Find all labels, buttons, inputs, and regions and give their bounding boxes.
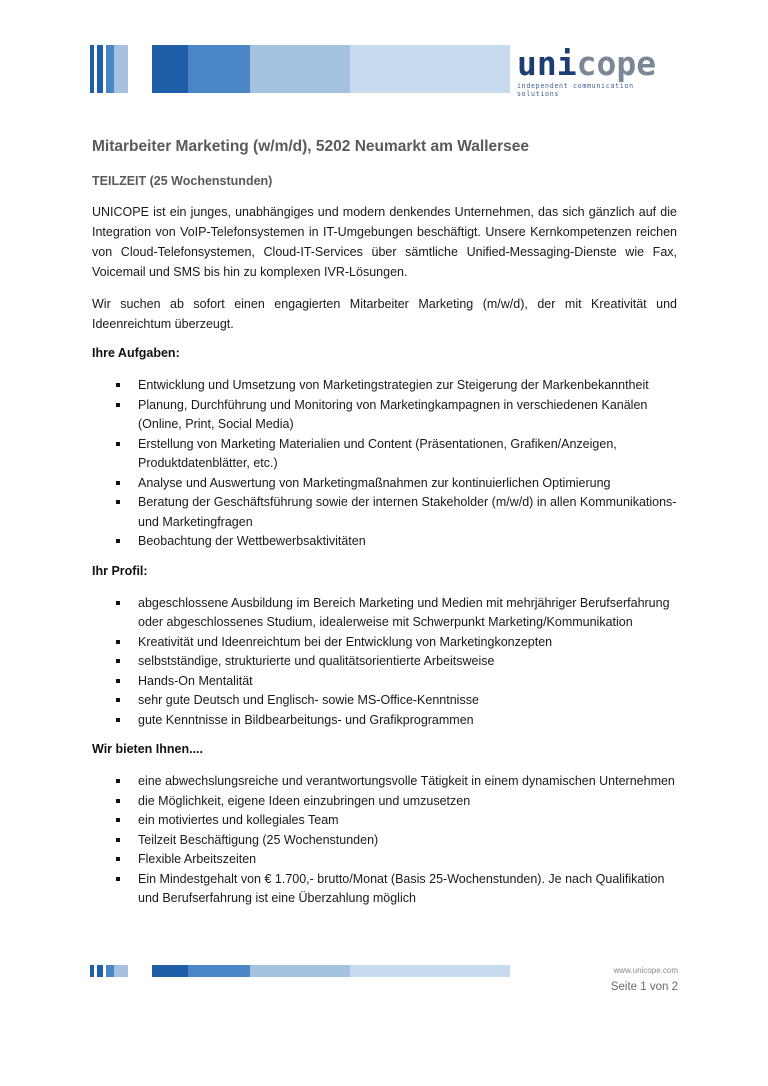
logo-tagline: independent communication solutions [517, 82, 634, 98]
list-item: Beobachtung der Wettbewerbsaktivitäten [92, 532, 677, 552]
list-item: Hands-On Mentalität [92, 672, 677, 692]
list-item: Entwicklung und Umsetzung von Marketingstrategien zur Steigerung der Markenbekanntheit [92, 376, 677, 396]
list-item: abgeschlossene Ausbildung im Bereich Marketing und Medien mit mehrjähriger Berufserfahrung oder abgeschlossenes Studium, idealerweise mit Schwerpunkt Marketing/Kommunikation [92, 594, 677, 633]
list-item: Analyse und Auswertung von Marketingmaßnahmen zur kontinuierlichen Optimierung [92, 474, 677, 494]
section-heading-tasks: Ihre Aufgaben: [92, 346, 180, 360]
footer-url[interactable]: www.unicope.com [613, 966, 678, 975]
list-item: sehr gute Deutsch und Englisch- sowie MS-Office-Kenntnisse [92, 691, 677, 711]
unicope-logo [517, 44, 677, 98]
logo-wordmark: unicope [517, 44, 657, 83]
intro-paragraph-1: UNICOPE ist ein junges, unabhängiges und modern denkendes Unternehmen, das sich gänzlich auf die Integration von VoIP-Telefonsystemen in IT-Umgebungen beschäftigt. Unsere Kernkompetenzen reichen von Cloud-Telefonsystemen, Cloud-IT-Services über sämtliche Unified-Messaging-Dienste wie Fax, Voicemail und SMS bis hin zu komplexen IVR-Lösungen. [92, 205, 677, 279]
list-item: Erstellung von Marketing Materialien und Content (Präsentationen, Grafiken/Anzeigen, Produktdatenblätter, etc.) [92, 435, 677, 474]
page-number: Seite 1 von 2 [610, 981, 678, 993]
list-item: Ein Mindestgehalt von € 1.700,- brutto/Monat (Basis 25-Wochenstunden). Je nach Qualifikation und Berufserfahrung ist eine Überzahlung möglich [92, 870, 677, 909]
list-item: Beratung der Geschäftsführung sowie der internen Stakeholder (m/w/d) in allen Kommunikations- und Marketingfragen [92, 493, 677, 532]
intro-paragraph-2: Wir suchen ab sofort einen engagierten Mitarbeiter Marketing (m/w/d), der mit Kreativität und Ideenreichtum überzeugt. [92, 297, 677, 331]
section-heading-offer: Wir bieten Ihnen.... [92, 742, 204, 756]
list-item: Teilzeit Beschäftigung (25 Wochenstunden) [92, 831, 677, 851]
section-heading-profile: Ihr Profil: [92, 563, 148, 578]
job-subtitle: TEILZEIT (25 Wochenstunden) [92, 174, 273, 188]
list-item: Kreativität und Ideenreichtum bei der Entwicklung von Marketingkonzepten [92, 633, 677, 653]
profile-list [92, 594, 677, 731]
list-item: Planung, Durchführung und Monitoring von Marketingkampagnen in verschiedenen Kanälen (Online, Print, Social Media) [92, 396, 677, 435]
list-item: die Möglichkeit, eigene Ideen einzubringen und umzusetzen [92, 792, 677, 812]
offer-list [92, 772, 677, 909]
tasks-list [92, 376, 677, 552]
footer-stripe-band [90, 965, 510, 977]
header-stripe-band [90, 45, 510, 93]
document-content [92, 138, 677, 919]
list-item: eine abwechslungsreiche und verantwortungsvolle Tätigkeit in einem dynamischen Unternehmen [92, 772, 677, 792]
list-item: ein motiviertes und kollegiales Team [92, 811, 677, 831]
list-item: Flexible Arbeitszeiten [92, 850, 677, 870]
job-title: Mitarbeiter Marketing (w/m/d), 5202 Neumarkt am Wallersee [92, 138, 530, 155]
list-item: selbstständige, strukturierte und qualitätsorientierte Arbeitsweise [92, 652, 677, 672]
list-item: gute Kenntnisse in Bildbearbeitungs- und Grafikprogrammen [92, 711, 677, 731]
